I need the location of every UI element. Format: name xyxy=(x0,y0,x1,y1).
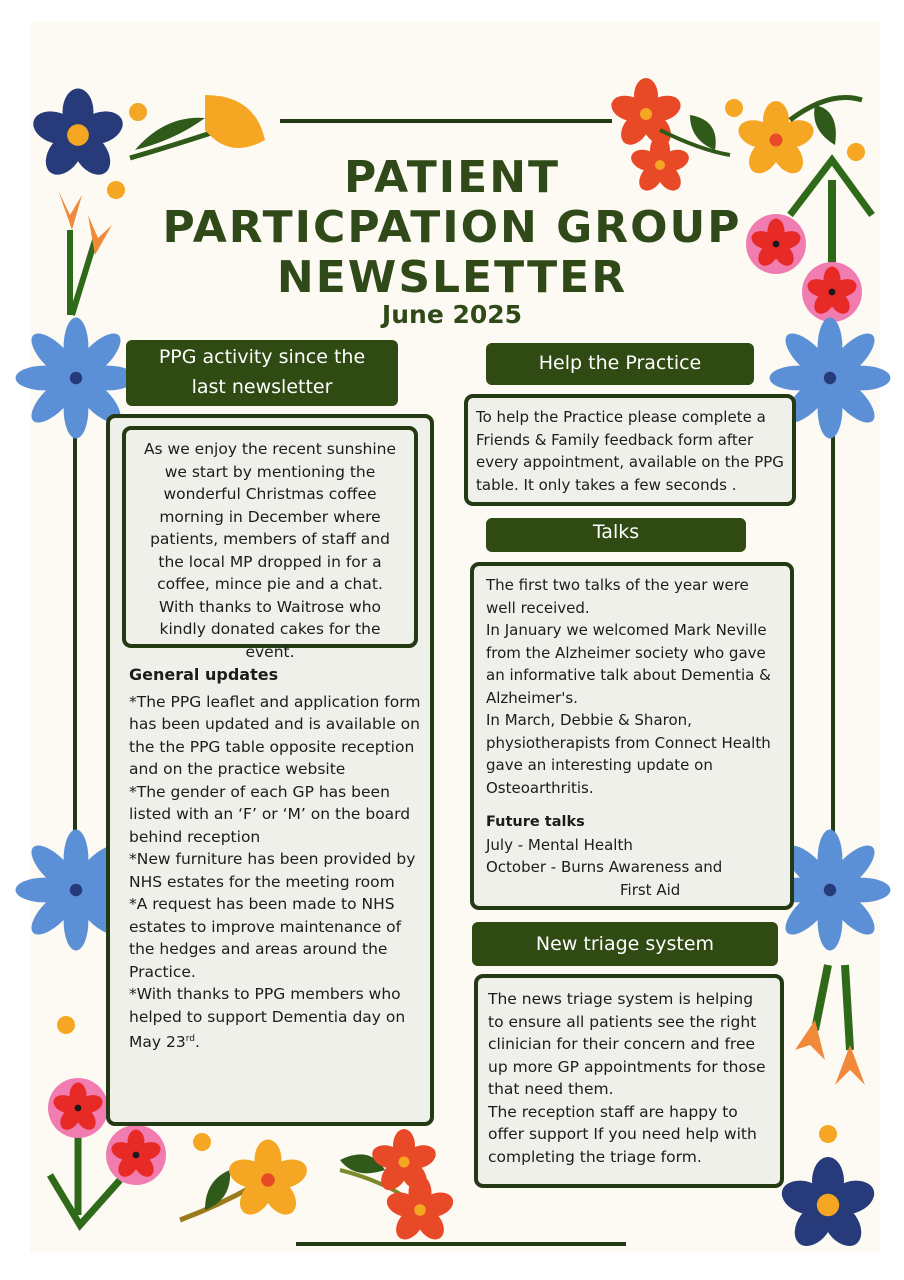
future-talk-2: October - Burns Awareness and xyxy=(486,858,723,876)
triage-para-1: The news triage system is helping to ensure all patients see the right clinician for their concern and free up more GP appointments for those that need them. xyxy=(488,990,766,1098)
future-talk-1: July - Mental Health xyxy=(486,835,633,854)
yellow-tulip-icon xyxy=(205,95,265,148)
red-flower-icon xyxy=(608,78,684,150)
talks-para-1: The first two talks of the year were well received. xyxy=(486,576,749,617)
help-practice-box xyxy=(464,394,796,506)
update-item-4: *A request has been made to NHS estates to improve maintenance of the hedges and areas around the Practice. xyxy=(129,895,402,981)
talks-box xyxy=(470,562,794,910)
future-talk-2-cont: First Aid xyxy=(620,880,681,899)
title-line-3: NEWSLETTER xyxy=(276,252,628,303)
future-talks-title: Future talks xyxy=(486,814,585,830)
update-item-5: *With thanks to PPG members who helped to support Dementia day on May 23rd. xyxy=(129,985,406,1052)
talks-para-2: In January we welcomed Mark Neville from the Alzheimer society who gave an informative talk about Dementia & Alzheimer's. xyxy=(486,621,771,707)
newsletter-date: June 2025 xyxy=(381,300,523,329)
title-line-1: PATIENT xyxy=(343,152,561,203)
bottom-rule xyxy=(296,1242,626,1246)
triage-heading: New triage system xyxy=(472,922,778,966)
right-rule xyxy=(831,430,835,842)
talks-heading: Talks xyxy=(486,518,746,552)
top-rule xyxy=(280,119,612,123)
general-updates xyxy=(129,664,425,1054)
update-item-3: *New furniture has been provided by NHS estates for the meeting room xyxy=(129,850,416,891)
title-line-2: PARTICPATION GROUP xyxy=(162,202,742,253)
help-practice-text: To help the Practice please complete a Friends & Family feedback form after every appointment, available on the PPG table. It only takes a few seconds . xyxy=(476,408,784,494)
ppg-activity-heading: PPG activity since the last newsletter xyxy=(126,340,398,406)
triage-box xyxy=(474,974,784,1188)
intro-text: As we enjoy the recent sunshine we start by mentioning the wonderful Christmas coffee morning in December where patients, members of staff and the local MP dropped in for a coffee, mince pie and a chat. With thanks to Waitrose who kindly donated cakes for the event. xyxy=(143,440,397,661)
talks-para-3: In March, Debbie & Sharon, physiotherapists from Connect Health gave an interesting update on Osteoarthritis. xyxy=(486,711,771,797)
update-item-1: *The PPG leaflet and application form has been updated and is available on the the PPG table opposite reception and on the practice website xyxy=(129,692,421,778)
intro-box xyxy=(122,426,418,661)
triage-para-2: The reception staff are happy to offer support If you need help with completing the triage form. xyxy=(488,1102,757,1166)
general-updates-title: General updates xyxy=(129,665,279,684)
left-rule xyxy=(73,432,77,842)
help-practice-heading: Help the Practice xyxy=(486,343,754,385)
update-item-2: *The gender of each GP has been listed with an ‘F’ or ‘M’ on the board behind reception xyxy=(129,782,411,846)
